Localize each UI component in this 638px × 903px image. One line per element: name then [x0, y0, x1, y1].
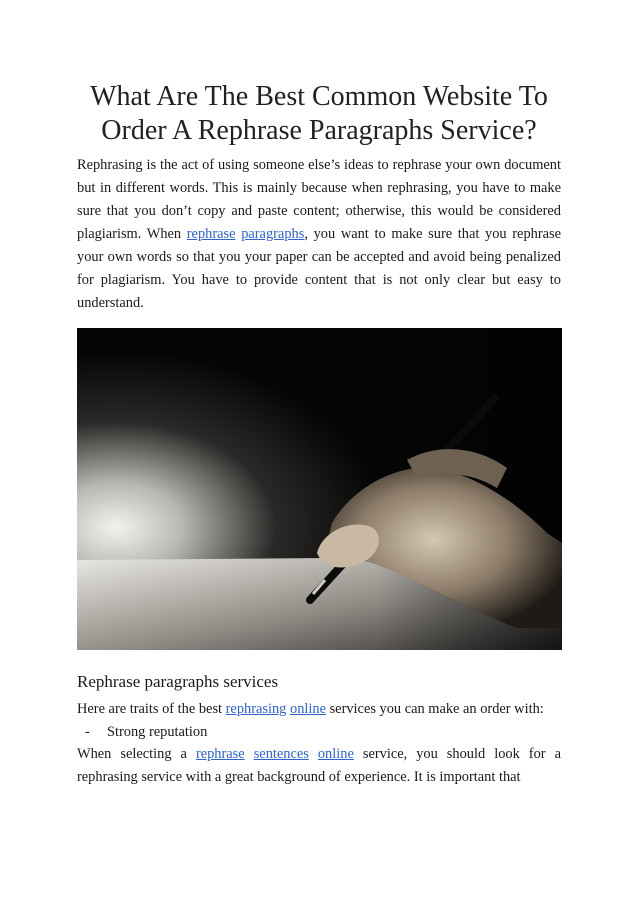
selecting-text-2: service, you should look for a rephrasing service with a great background of experience. It is important that	[77, 746, 561, 785]
selecting-space-1	[245, 746, 254, 762]
link-rephrasing[interactable]: rephrasing	[225, 701, 287, 717]
intro-text-2: , you want to make sure that you rephrase your own words so that you your paper can be accepted and avoid being penalized for plagiarism. You have to provide content that is not only clear but easy to understand.	[77, 226, 561, 311]
traits-text-2: services you can make an order with:	[325, 701, 544, 717]
link-sentences[interactable]: sentences	[253, 746, 309, 762]
bullet-text: Strong reputation	[107, 724, 208, 740]
link-paragraphs[interactable]: paragraphs	[241, 226, 305, 242]
intro-text-1: Rephrasing is the act of using someone else’s ideas to rephrase your own document but in different words. This is mainly because when rephrasing, you have to make sure that you don’t copy and paste content; otherwise, this would be considered plagiarism. When	[77, 157, 561, 242]
bullet-dash: -	[85, 724, 90, 740]
link-online-2[interactable]: online	[317, 746, 354, 762]
selecting-paragraph	[77, 743, 561, 789]
traits-paragraph	[77, 698, 561, 721]
selecting-space-2	[309, 746, 318, 762]
traits-text-1: Here are traits of the best	[77, 701, 226, 717]
link-rephrase-2[interactable]: rephrase	[195, 746, 245, 762]
link-online[interactable]: online	[290, 701, 326, 717]
link-rephrase[interactable]: rephrase	[186, 226, 236, 242]
selecting-text-1: When selecting a	[77, 746, 196, 762]
hand-writing-photo	[77, 328, 562, 650]
list-item	[77, 721, 561, 743]
page-title: What Are The Best Common Website To Order A Rephrase Paragraphs Service?	[90, 81, 548, 146]
section-heading: Rephrase paragraphs services	[77, 672, 279, 691]
intro-paragraph	[77, 154, 561, 315]
